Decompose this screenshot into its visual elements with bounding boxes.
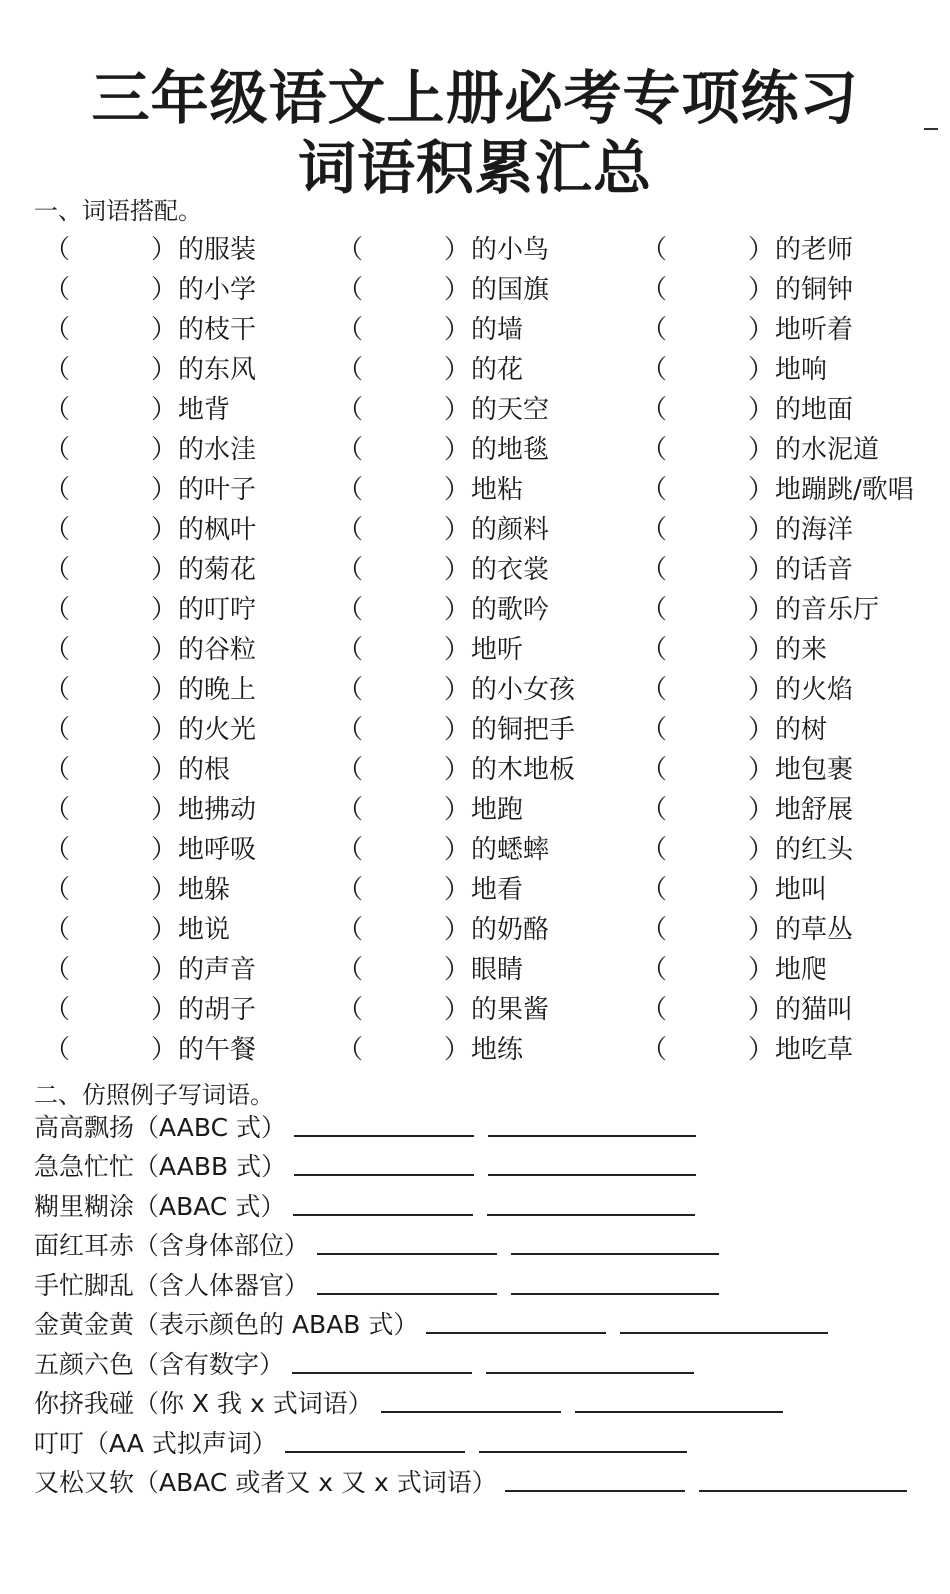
answer-blank-close: ） [151,995,178,1025]
answer-blank-open[interactable]: （ [337,555,364,585]
exercise-row [34,1104,934,1144]
answer-blank-open[interactable]: （ [44,995,71,1025]
phrase-text: 地粘 [471,475,524,505]
answer-line[interactable] [317,1269,497,1295]
matching-row [0,790,950,830]
phrase-text: 地跑 [471,795,524,825]
exercise-prompt: 手忙脚乱（含人体器官） [34,1270,310,1300]
answer-blank-close: ） [444,995,471,1025]
exercise-row [34,1302,934,1342]
answer-blank-open[interactable]: （ [641,515,668,545]
answer-blank-close: ） [151,635,178,665]
answer-blank-close: ） [151,915,178,945]
exercise-row [34,1341,934,1381]
answer-blank-open[interactable]: （ [641,395,668,425]
phrase-text: 地吃草 [775,1035,854,1065]
answer-blank-close: ） [748,715,775,745]
answer-blank-open[interactable]: （ [337,755,364,785]
answer-blank-close: ） [151,315,178,345]
answer-blank-close: ） [444,435,471,465]
phrase-text: 的谷粒 [178,635,257,665]
exercise-prompt: 叮叮（AA 式拟声词） [34,1428,277,1458]
phrase-text: 的地面 [775,395,854,425]
answer-blank-open[interactable]: （ [44,875,71,905]
answer-line[interactable] [488,1150,696,1176]
answer-blank-close: ） [151,475,178,505]
matching-row [0,550,950,590]
answer-blank-open[interactable]: （ [337,955,364,985]
answer-line[interactable] [511,1229,719,1255]
word-matching-grid [0,230,950,1070]
matching-row [0,350,950,390]
answer-blank-close: ） [748,235,775,265]
answer-blank-close: ） [748,395,775,425]
answer-blank-open[interactable]: （ [641,915,668,945]
answer-blank-close: ） [748,795,775,825]
answer-blank-open[interactable]: （ [44,555,71,585]
answer-line[interactable] [505,1466,685,1492]
answer-blank-open[interactable]: （ [44,795,71,825]
phrase-text: 的胡子 [178,995,257,1025]
phrase-text: 的火光 [178,715,257,745]
answer-blank-open[interactable]: （ [337,235,364,265]
answer-line[interactable] [294,1111,474,1137]
exercise-prompt: 急急忙忙（AABB 式） [34,1152,287,1181]
answer-line[interactable] [426,1308,606,1334]
exercise-prompt: 高高飘扬（AABC 式） [34,1112,287,1142]
phrase-text: 的小鸟 [471,235,550,265]
answer-blank-close: ） [444,915,471,945]
phrase-text: 地听 [471,635,524,665]
matching-row [0,910,950,950]
answer-blank-close: ） [748,275,775,305]
answer-blank-open[interactable]: （ [641,595,668,625]
matching-row [0,430,950,470]
phrase-text: 的服装 [178,235,257,265]
answer-blank-close: ） [748,355,775,385]
phrase-text: 的红头 [775,835,854,865]
answer-blank-close: ） [444,835,471,865]
answer-blank-open[interactable]: （ [337,995,364,1025]
answer-blank-open[interactable]: （ [337,435,364,465]
answer-blank-close: ） [151,275,178,305]
answer-blank-close: ） [444,355,471,385]
answer-blank-close: ） [444,235,471,265]
answer-line[interactable] [317,1229,497,1255]
answer-blank-open[interactable]: （ [337,395,364,425]
answer-blank-open[interactable]: （ [641,795,668,825]
phrase-text: 的蟋蟀 [471,835,550,865]
answer-blank-open[interactable]: （ [44,955,71,985]
answer-blank-close: ） [748,955,775,985]
phrase-text: 的墙 [471,315,524,345]
answer-blank-open[interactable]: （ [337,475,364,505]
answer-blank-open[interactable]: （ [44,315,71,345]
phrase-text: 的衣裳 [471,555,550,585]
answer-blank-open[interactable]: （ [44,475,71,505]
answer-blank-close: ） [748,555,775,585]
answer-blank-open[interactable]: （ [44,435,71,465]
answer-blank-close: ） [444,875,471,905]
answer-blank-close: ） [444,475,471,505]
answer-blank-open[interactable]: （ [641,675,668,705]
phrase-text: 的叶子 [178,475,257,505]
answer-blank-close: ） [444,595,471,625]
phrase-text: 地练 [471,1035,524,1065]
answer-blank-open[interactable]: （ [641,235,668,265]
phrase-text: 地蹦跳/歌唱 [775,475,914,505]
answer-blank-open[interactable]: （ [641,875,668,905]
phrase-text: 的木地板 [471,755,576,785]
answer-blank-close: ） [444,755,471,785]
answer-blank-open[interactable]: （ [44,1035,71,1065]
answer-blank-open[interactable]: （ [337,635,364,665]
exercise-row [34,1381,934,1421]
answer-blank-open[interactable]: （ [337,515,364,545]
worksheet-subtitle: 词语积累汇总 [297,134,652,202]
answer-line[interactable] [486,1348,694,1374]
phrase-text: 的老师 [775,235,854,265]
answer-blank-close: ） [151,675,178,705]
exercise-prompt: 五颜六色（含有数字） [34,1349,285,1379]
answer-blank-open[interactable]: （ [641,755,668,785]
answer-blank-close: ） [748,995,775,1025]
answer-blank-close: ） [444,555,471,585]
matching-row [0,390,950,430]
answer-blank-close: ） [748,595,775,625]
phrase-text: 的话音 [775,555,854,585]
answer-blank-close: ） [151,395,178,425]
section-2-heading: 二、仿照例子写词语。 [34,1081,274,1109]
matching-row [0,990,950,1030]
answer-blank-close: ） [444,635,471,665]
answer-blank-open[interactable]: （ [641,435,668,465]
phrase-text: 的铜把手 [471,715,576,745]
answer-blank-close: ） [748,875,775,905]
exercise-prompt: 又松又软（ABAC 或者又 x 又 x 式词语） [34,1468,497,1497]
phrase-text: 的枝干 [178,315,257,345]
exercise-row [34,1144,934,1184]
answer-blank-close: ） [748,515,775,545]
matching-row [0,510,950,550]
phrase-text: 的铜钟 [775,275,854,305]
phrase-text: 的草丛 [775,915,854,945]
answer-blank-open[interactable]: （ [44,915,71,945]
answer-blank-close: ） [444,515,471,545]
exercise-prompt: 面红耳赤（含身体部位） [34,1231,310,1260]
phrase-text: 的国旗 [471,275,550,305]
matching-row [0,830,950,870]
answer-blank-close: ） [151,355,178,385]
phrase-text: 的来 [775,635,828,665]
answer-line[interactable] [487,1190,695,1216]
answer-blank-close: ） [151,795,178,825]
answer-blank-open[interactable]: （ [44,355,71,385]
phrase-text: 地听着 [775,315,854,345]
answer-blank-open[interactable]: （ [337,875,364,905]
answer-blank-close: ） [151,595,178,625]
answer-blank-close: ） [748,635,775,665]
answer-blank-open[interactable]: （ [44,835,71,865]
answer-line[interactable] [381,1387,561,1413]
phrase-text: 地包裹 [775,755,854,785]
answer-blank-close: ） [748,915,775,945]
answer-blank-open[interactable]: （ [337,315,364,345]
phrase-text: 的水洼 [178,435,257,465]
answer-blank-open[interactable]: （ [641,555,668,585]
phrase-text: 地拂动 [178,795,257,825]
phrase-text: 地叫 [775,875,828,905]
answer-line[interactable] [575,1387,783,1413]
answer-blank-open[interactable]: （ [337,355,364,385]
matching-row [0,670,950,710]
answer-blank-open[interactable]: （ [641,715,668,745]
answer-blank-close: ） [748,475,775,505]
answer-blank-open[interactable]: （ [641,955,668,985]
phrase-text: 的水泥道 [775,435,880,465]
answer-line[interactable] [488,1111,696,1137]
answer-line[interactable] [511,1269,719,1295]
answer-blank-open[interactable]: （ [337,595,364,625]
answer-blank-open[interactable]: （ [44,715,71,745]
answer-blank-open[interactable]: （ [641,835,668,865]
phrase-text: 的午餐 [178,1035,257,1065]
answer-blank-open[interactable]: （ [44,595,71,625]
answer-line[interactable] [292,1348,472,1374]
phrase-text: 的小女孩 [471,675,576,705]
phrase-text: 的猫叫 [775,995,854,1025]
phrase-text: 地看 [471,875,524,905]
answer-blank-open[interactable]: （ [641,995,668,1025]
answer-line[interactable] [285,1427,465,1453]
answer-blank-open[interactable]: （ [44,395,71,425]
answer-blank-close: ） [748,435,775,465]
answer-line[interactable] [294,1150,474,1176]
answer-blank-close: ） [151,875,178,905]
phrase-text: 的果酱 [471,995,550,1025]
edge-mark [924,128,938,130]
phrase-text: 地舒展 [775,795,854,825]
matching-row [0,230,950,270]
answer-blank-close: ） [151,955,178,985]
answer-blank-open[interactable]: （ [44,275,71,305]
matching-row [0,870,950,910]
answer-blank-close: ） [748,1035,775,1065]
phrase-text: 的花 [471,355,524,385]
phrase-text: 地躲 [178,875,231,905]
answer-blank-close: ） [444,275,471,305]
answer-blank-close: ） [444,315,471,345]
answer-blank-open[interactable]: （ [337,835,364,865]
answer-blank-open[interactable]: （ [641,355,668,385]
phrase-text: 地爬 [775,955,828,985]
phrase-text: 的晚上 [178,675,257,705]
answer-blank-close: ） [151,515,178,545]
phrase-text: 的奶酪 [471,915,550,945]
answer-blank-close: ） [444,715,471,745]
phrase-text: 眼睛 [471,955,524,985]
phrase-text: 地说 [178,915,231,945]
answer-line[interactable] [479,1427,687,1453]
exercise-row [34,1183,934,1223]
exercise-row [34,1262,934,1302]
phrase-text: 的颜料 [471,515,550,545]
phrase-text: 的根 [178,755,231,785]
answer-blank-open[interactable]: （ [44,235,71,265]
answer-blank-open[interactable]: （ [641,635,668,665]
phrase-text: 的火焰 [775,675,854,705]
answer-blank-open[interactable]: （ [44,755,71,785]
section-1-heading: 一、词语搭配。 [34,197,202,225]
phrase-text: 的海洋 [775,515,854,545]
answer-blank-close: ） [748,755,775,785]
answer-blank-open[interactable]: （ [641,275,668,305]
phrase-text: 的音乐厅 [775,595,880,625]
phrase-text: 的菊花 [178,555,257,585]
phrase-text: 的声音 [178,955,257,985]
exercise-prompt: 你挤我碰（你 X 我 x 式词语） [34,1389,373,1418]
phrase-text: 的枫叶 [178,515,257,545]
phrase-text: 地响 [775,355,828,385]
answer-blank-close: ） [444,1035,471,1065]
answer-blank-close: ） [151,1035,178,1065]
matching-row [0,310,950,350]
answer-blank-close: ） [748,675,775,705]
answer-blank-close: ） [748,315,775,345]
answer-blank-open[interactable]: （ [337,915,364,945]
answer-blank-open[interactable]: （ [44,635,71,665]
answer-line[interactable] [620,1308,828,1334]
matching-row [0,950,950,990]
answer-blank-close: ） [151,435,178,465]
phrase-text: 的叮咛 [178,595,257,625]
phrase-text: 的东风 [178,355,257,385]
phrase-text: 的天空 [471,395,550,425]
matching-row [0,750,950,790]
phrase-text: 的歌吟 [471,595,550,625]
answer-blank-open[interactable]: （ [337,1035,364,1065]
answer-blank-close: ） [151,715,178,745]
exercise-row [34,1460,934,1500]
answer-blank-open[interactable]: （ [337,275,364,305]
answer-blank-open[interactable]: （ [641,475,668,505]
answer-line[interactable] [699,1466,907,1492]
exercise-row [34,1420,934,1460]
exercise-prompt: 糊里糊涂（ABAC 式） [34,1191,286,1221]
answer-blank-close: ） [151,235,178,265]
answer-blank-close: ） [444,395,471,425]
answer-blank-close: ） [748,835,775,865]
answer-blank-open[interactable]: （ [337,795,364,825]
answer-line[interactable] [293,1190,473,1216]
imitation-exercise-list [34,1104,934,1499]
answer-blank-open[interactable]: （ [337,715,364,745]
phrase-text: 地呼吸 [178,835,257,865]
answer-blank-close: ） [444,795,471,825]
answer-blank-open[interactable]: （ [44,675,71,705]
matching-row [0,470,950,510]
phrase-text: 的地毯 [471,435,550,465]
phrase-text: 的树 [775,715,828,745]
answer-blank-close: ） [444,955,471,985]
worksheet-title: 三年级语文上册必考专项练习 [91,64,859,132]
answer-blank-close: ） [151,555,178,585]
answer-blank-open[interactable]: （ [641,315,668,345]
answer-blank-open[interactable]: （ [337,675,364,705]
exercise-row [34,1223,934,1263]
phrase-text: 的小学 [178,275,257,305]
answer-blank-close: ） [151,835,178,865]
answer-blank-open[interactable]: （ [44,515,71,545]
exercise-prompt: 金黄金黄（表示颜色的 ABAB 式） [34,1310,419,1339]
matching-row [0,590,950,630]
answer-blank-close: ） [151,755,178,785]
phrase-text: 地背 [178,395,231,425]
matching-row [0,710,950,750]
matching-row [0,630,950,670]
answer-blank-open[interactable]: （ [641,1035,668,1065]
answer-blank-close: ） [444,675,471,705]
matching-row [0,1030,950,1070]
matching-row [0,270,950,310]
